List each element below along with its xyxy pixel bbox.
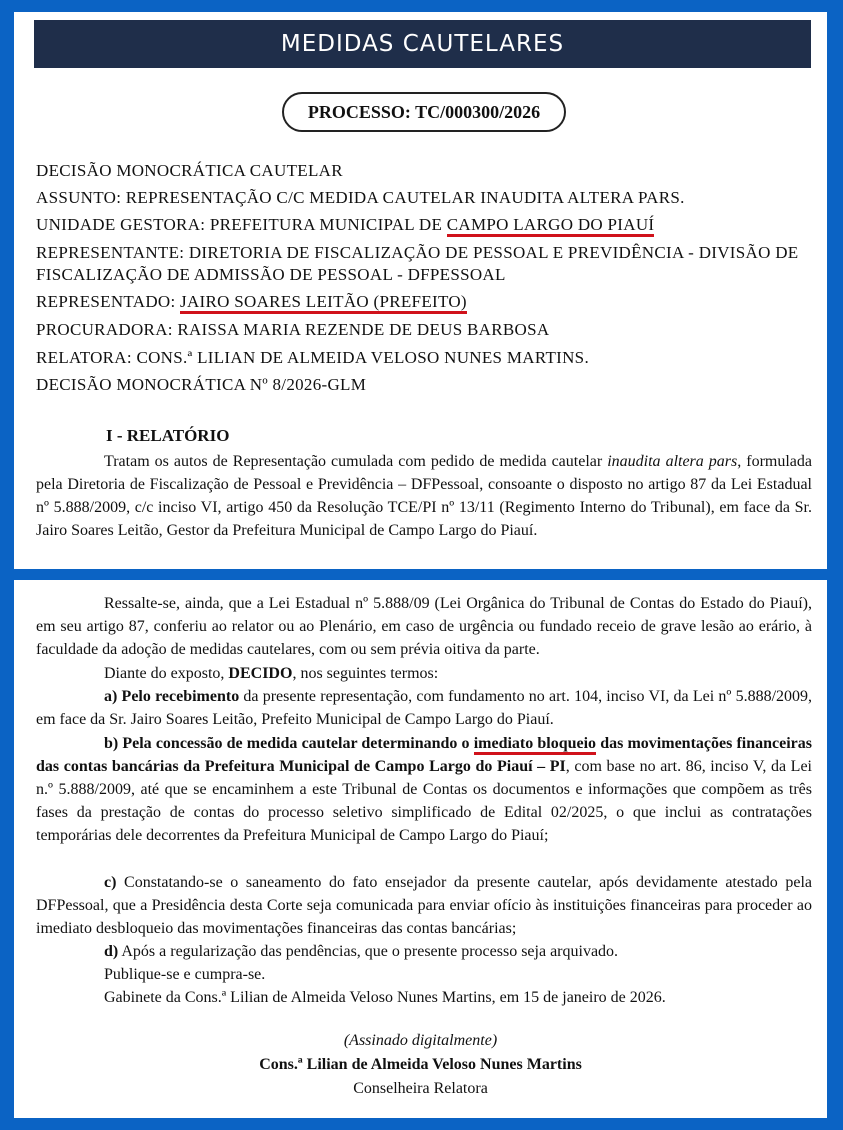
item-b-bold-1: b) Pela concessão de medida cautelar determinando o — [104, 735, 474, 752]
relatorio-text-a: Tratam os autos de Representação cumulada com pedido de medida cautelar — [104, 453, 608, 470]
item-b-text: , com base no art. 86, inciso V, da Lei n.º 5.888/2009, até que se encaminhem a este Tribunal de Contas os documentos e informações que compõem as três fases da prestação de contas do processo seletivo simplificado de Edital 02/2025, o que inclui as contratações temporárias dele decorrentes da Prefeitura Municipal de Campo Largo do Piauí; — [36, 758, 812, 844]
diante-paragraph — [36, 662, 812, 685]
section-banner — [34, 20, 811, 68]
header-representado — [36, 291, 816, 313]
publique-paragraph: Publique-se e cumpra-se. — [104, 966, 266, 983]
signature-assinado: (Assinado digitalmente) — [343, 1032, 498, 1049]
diante-text-a: Diante do exposto, — [104, 665, 229, 682]
unidade-prefix: UNIDADE GESTORA: PREFEITURA MUNICIPAL DE — [36, 215, 447, 234]
banner-title: MEDIDAS CAUTELARES — [280, 31, 565, 57]
process-number-box — [282, 92, 566, 132]
representado-prefix: REPRESENTADO: — [36, 292, 181, 311]
item-d-bold: d) — [104, 943, 119, 960]
document-bottom-panel — [14, 580, 827, 1118]
item-c-bold: c) — [104, 874, 117, 891]
representado-highlight: JAIRO SOARES LEITÃO (PREFEITO) — [180, 292, 467, 314]
item-b-highlight: imediato bloqueio — [474, 735, 596, 755]
header-relatora: RELATORA: CONS.ª LILIAN DE ALMEIDA VELOSO NUNES MARTINS. — [36, 348, 589, 367]
item-b-paragraph — [36, 732, 812, 847]
item-c-paragraph — [36, 871, 812, 940]
header-procuradora: PROCURADORA: RAISSA MARIA REZENDE DE DEUS BARBOSA — [36, 320, 550, 339]
item-a-text: da presente representação, com fundamento no art. 104, inciso VI, da Lei nº 5.888/2009, em face da Sr. Jairo Soares Leitão, Prefeito Municipal de Campo Largo do Piauí. — [36, 688, 813, 728]
signature-role: Conselheira Relatora — [353, 1080, 488, 1097]
document-top-panel — [14, 12, 827, 569]
item-b-bold-2: das movimentações financeiras das contas bancárias da Prefeitura Municipal de Campo Largo do Piauí – PI — [36, 735, 813, 775]
diante-text-b: , nos seguintes termos: — [292, 665, 439, 682]
item-d-paragraph — [36, 940, 812, 963]
decido-bold: DECIDO — [228, 665, 293, 682]
process-label: PROCESSO: TC/000300/2026 — [307, 101, 541, 122]
signature-name: Cons.ª Lilian de Almeida Veloso Nunes Martins — [259, 1056, 582, 1073]
item-d-text: Após a regularização das pendências, que o presente processo seja arquivado. — [118, 943, 619, 960]
ressalte-paragraph: Ressalte-se, ainda, que a Lei Estadual nº 5.888/09 (Lei Orgânica do Tribunal de Contas do Estado do Piauí), em seu artigo 87, conferiu ao relator ou ao Plenário, em caso de urgência ou fundado receio de grave lesão ao erário, à faculdade da adoção de medidas cautelares, com ou sem prévia oitiva da parte. — [36, 595, 812, 658]
item-a-paragraph — [36, 685, 812, 731]
header-unidade — [36, 214, 816, 236]
item-c-text: Constatando-se o saneamento do fato ensejador da presente cautelar, após devidamente atestado pela DFPessoal, que a Presidência desta Corte seja comunicada para enviar ofício às instituições financeiras para proceder ao imediato desbloqueio das movimentações financeiras das contas bancárias; — [36, 874, 812, 937]
header-representante: REPRESENTANTE: DIRETORIA DE FISCALIZAÇÃO DE PESSOAL E PREVIDÊNCIA - DIVISÃO DE FISCALIZAÇÃO DE ADMISSÃO DE PESSOAL - DFPESSOAL — [36, 243, 799, 284]
relatorio-paragraph — [36, 450, 812, 542]
relatorio-text-italic: inaudita altera pars — [607, 453, 738, 470]
header-decisao: DECISÃO MONOCRÁTICA CAUTELAR — [36, 161, 343, 180]
unidade-highlight: CAMPO LARGO DO PIAUÍ — [447, 215, 655, 237]
header-decisao-numero: DECISÃO MONOCRÁTICA Nº 8/2026-GLM — [36, 375, 367, 394]
relatorio-title: I - RELATÓRIO — [106, 426, 230, 445]
header-assunto: ASSUNTO: REPRESENTAÇÃO C/C MEDIDA CAUTELAR INAUDITA ALTERA PARS. — [36, 188, 685, 207]
relatorio-text-b: , formulada pela Diretoria de Fiscalização de Pessoal e Previdência – DFPessoal, consoante o disposto no artigo 87 da Lei Estadual nº 5.888/2009, c/c inciso VI, artigo 450 da Resolução TCE/PI nº 13/11 (Regimento Interno do Tribunal), em face da Sr. Jairo Soares Leitão, Gestor da Prefeitura Municipal de Campo Largo do Piauí. — [36, 453, 813, 539]
item-a-bold: a) Pelo recebimento — [104, 688, 240, 705]
gabinete-paragraph: Gabinete da Cons.ª Lilian de Almeida Veloso Nunes Martins, em 15 de janeiro de 2026. — [104, 989, 666, 1006]
